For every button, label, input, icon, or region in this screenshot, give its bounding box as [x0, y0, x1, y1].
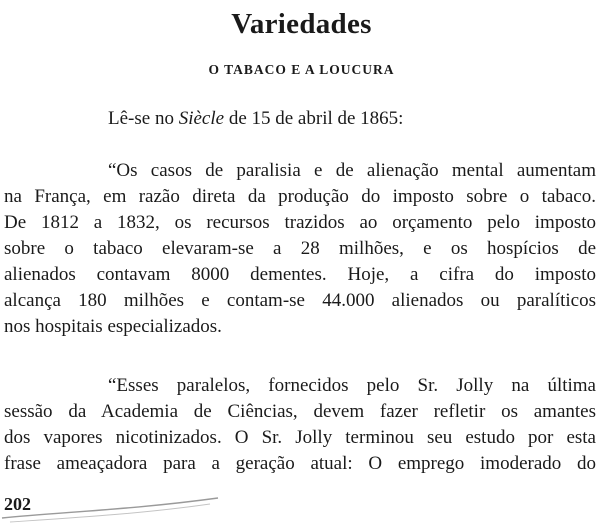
page-title: Variedades — [231, 8, 372, 40]
paragraph-line: frase ameaçadora para a geração atual: O emprego imoderado do — [4, 453, 596, 474]
decorative-swoosh — [0, 488, 220, 526]
paragraph-line: nos hospitais especializados. — [4, 316, 222, 337]
page-number: 202 — [4, 494, 31, 514]
paragraph-2 — [4, 373, 596, 477]
paragraph-line: na França, em razão direta da produção do imposto sobre o tabaco. — [4, 186, 596, 207]
paragraph-line: sobre o tabaco elevaram-se a 28 milhões, e os hospícios de — [4, 238, 596, 259]
paragraph-line: De 1812 a 1832, os recursos trazidos ao orçamento pelo imposto — [4, 212, 596, 233]
intro-text-before: Lê-se no — [108, 108, 179, 129]
paragraph-line: sessão da Academia de Ciências, devem fazer refletir os amantes — [4, 401, 596, 422]
article-subtitle: O TABACO E A LOUCURA — [208, 62, 395, 77]
paragraph-line: dos vapores nicotinizados. O Sr. Jolly terminou seu estudo por esta — [4, 427, 596, 448]
paragraph-line: alcança 180 milhões e contam-se 44.000 alienados ou paralíticos — [4, 290, 596, 311]
paragraph-1 — [4, 158, 596, 340]
newspaper-name: Siècle — [178, 108, 225, 129]
intro-line — [108, 108, 403, 130]
paragraph-line: alienados contavam 8000 dementes. Hoje, a cifra do imposto — [4, 264, 596, 285]
paragraph-line: “Esses paralelos, fornecidos pelo Sr. Jolly na última — [108, 375, 596, 396]
intro-text-after: de 15 de abril de 1865: — [224, 108, 404, 129]
paragraph-line: “Os casos de paralisia e de alienação mental aumentam — [108, 160, 596, 181]
